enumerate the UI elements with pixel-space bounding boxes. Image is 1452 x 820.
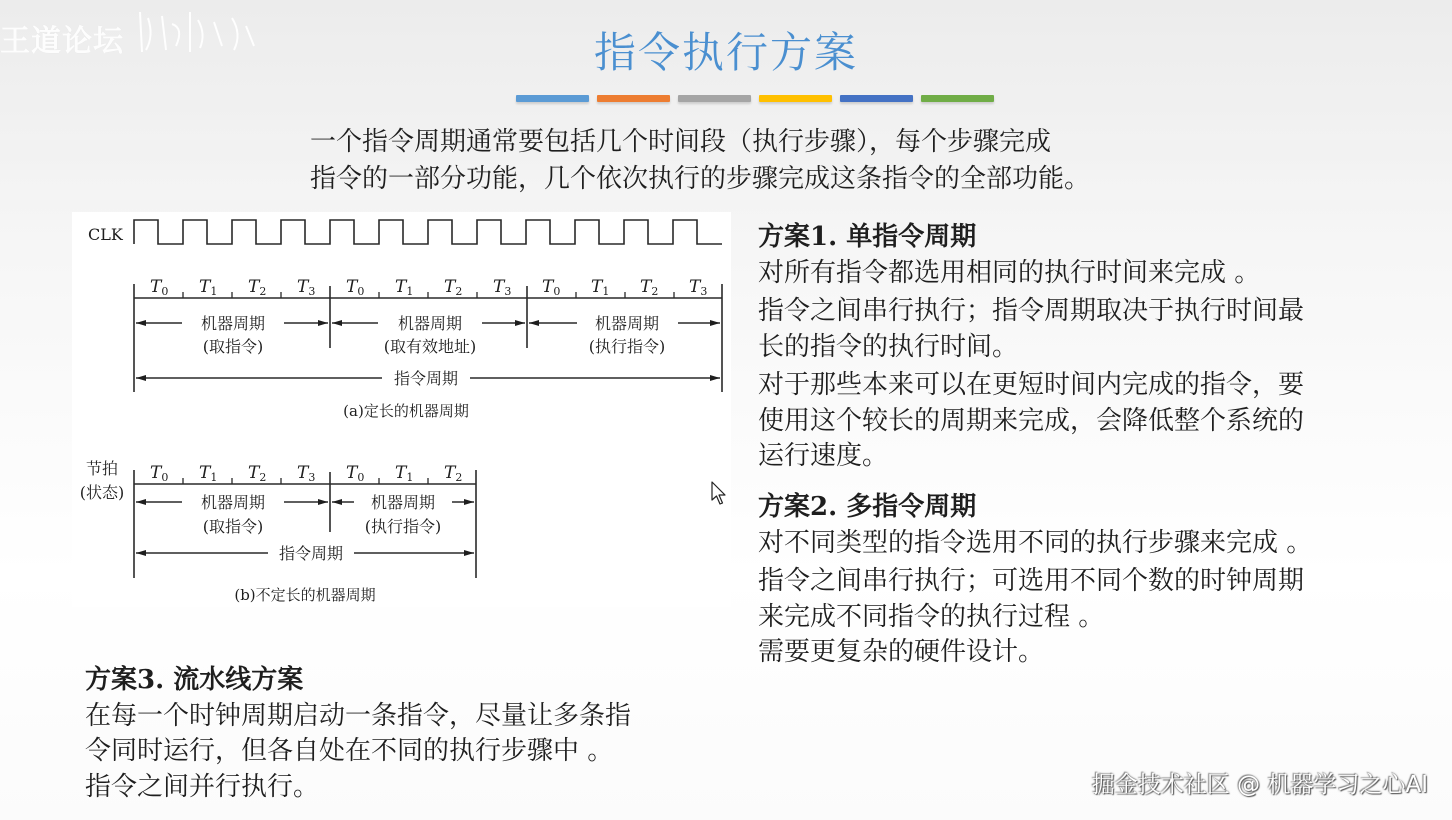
phase-label: T1 [591, 277, 610, 298]
phase-label: T0 [346, 277, 365, 298]
machine-cycle-label: 机器周期 [370, 493, 436, 512]
scheme-2-line: 需要更复杂的硬件设计。 [758, 637, 1045, 667]
color-bar [759, 95, 832, 102]
source-watermark: 掘金技术社区 @ 机器学习之心AI [1091, 772, 1428, 798]
page-title: 指令执行方案 [593, 28, 858, 77]
color-bar [840, 95, 913, 102]
decorative-color-bars [516, 95, 994, 102]
machine-cycle-label: 机器周期 [397, 314, 463, 333]
phase-label: T3 [297, 463, 316, 484]
machine-cycle-label: 机器周期 [200, 314, 266, 333]
scheme-2-line: 对不同类型的指令选用不同的执行步骤来完成 。 [758, 527, 1313, 558]
scheme-3-line: 指令之间并行执行。 [85, 771, 320, 802]
scheme-1-line: 指令之间串行执行；指令周期取决于执行时间最 [758, 296, 1305, 326]
machine-cycle-sub: (取有效地址) [383, 337, 477, 356]
scheme-3-line: 令同时运行，但各自处在不同的执行步骤中 。 [85, 736, 614, 766]
phase-label: T2 [444, 463, 463, 484]
phase-label: T2 [640, 277, 659, 298]
color-bar [678, 95, 751, 102]
intro-line: 指令的一部分功能，几个依次执行的步骤完成这条指令的全部功能。 [310, 164, 1091, 194]
machine-cycle-sub: (取指令) [202, 337, 264, 356]
phase-label: T0 [346, 463, 365, 484]
phase-label: T3 [297, 277, 316, 298]
beat-axis-sublabel: (状态) [79, 483, 125, 502]
machine-cycle-sub: (执行指令) [588, 337, 666, 356]
scheme-3-line: 在每一个时钟周期启动一条指令，尽量让多条指 [85, 700, 632, 731]
scheme-2-heading: 方案2. 多指令周期 [758, 492, 977, 522]
clk-label: CLK [88, 225, 123, 244]
scheme-1-line: 对所有指令都选用相同的执行时间来完成 。 [758, 257, 1261, 288]
forum-watermark: 王道论坛 [0, 24, 124, 59]
scheme-2-section [758, 490, 1418, 671]
clk-waveform [134, 220, 722, 244]
phase-label: T1 [199, 277, 218, 298]
phase-label: T2 [444, 277, 463, 298]
figure-a-caption: (a)定长的机器周期 [343, 402, 469, 420]
intro-paragraph [310, 124, 1210, 198]
phase-label: T3 [689, 277, 708, 298]
machine-cycle-label: 机器周期 [594, 314, 660, 333]
scheme-1-heading: 方案1. 单指令周期 [758, 222, 977, 252]
color-bar [516, 95, 589, 102]
scheme-1-line: 使用这个较长的周期来完成，会降低整个系统的 [758, 405, 1305, 436]
scheme-2-line: 指令之间串行执行；可选用不同个数的时钟周期 [758, 566, 1305, 596]
phase-label: T1 [395, 277, 414, 298]
machine-cycle-label: 机器周期 [200, 493, 266, 512]
phase-label: T2 [248, 463, 267, 484]
instruction-cycle-label: 指令周期 [278, 544, 344, 563]
phase-label: T3 [493, 277, 512, 298]
phase-label: T0 [150, 463, 169, 484]
timing-diagram [72, 212, 731, 607]
phase-label: T0 [542, 277, 561, 298]
scheme-3-section [85, 663, 745, 805]
color-bar [921, 95, 994, 102]
phase-label: T0 [150, 277, 169, 298]
intro-line: 一个指令周期通常要包括几个时间段（执行步骤），每个步骤完成 [310, 127, 1052, 157]
phase-label: T1 [199, 463, 218, 484]
phase-label: T1 [395, 463, 414, 484]
scheme-3-heading: 方案3. 流水线方案 [85, 665, 304, 695]
figure-b-caption: (b)不定长的机器周期 [234, 586, 376, 604]
timing-diagram-svg [72, 212, 731, 607]
scheme-2-line: 来完成不同指令的执行过程 。 [758, 601, 1105, 632]
machine-cycle-sub: (取指令) [202, 517, 264, 536]
scheme-1-line: 长的指令的执行时间。 [758, 331, 1019, 362]
beat-axis-label: 节拍 [85, 459, 119, 478]
machine-cycle-sub: (执行指令) [364, 517, 442, 536]
scheme-1-line: 运行速度。 [758, 441, 889, 471]
phase-label: T2 [248, 277, 267, 298]
color-bar [597, 95, 670, 102]
scheme-1-line: 对于那些本来可以在更短时间内完成的指令，要 [758, 370, 1305, 400]
scheme-1-section [758, 220, 1418, 475]
mouse-pointer-icon [711, 481, 729, 507]
instruction-cycle-label: 指令周期 [393, 369, 459, 388]
